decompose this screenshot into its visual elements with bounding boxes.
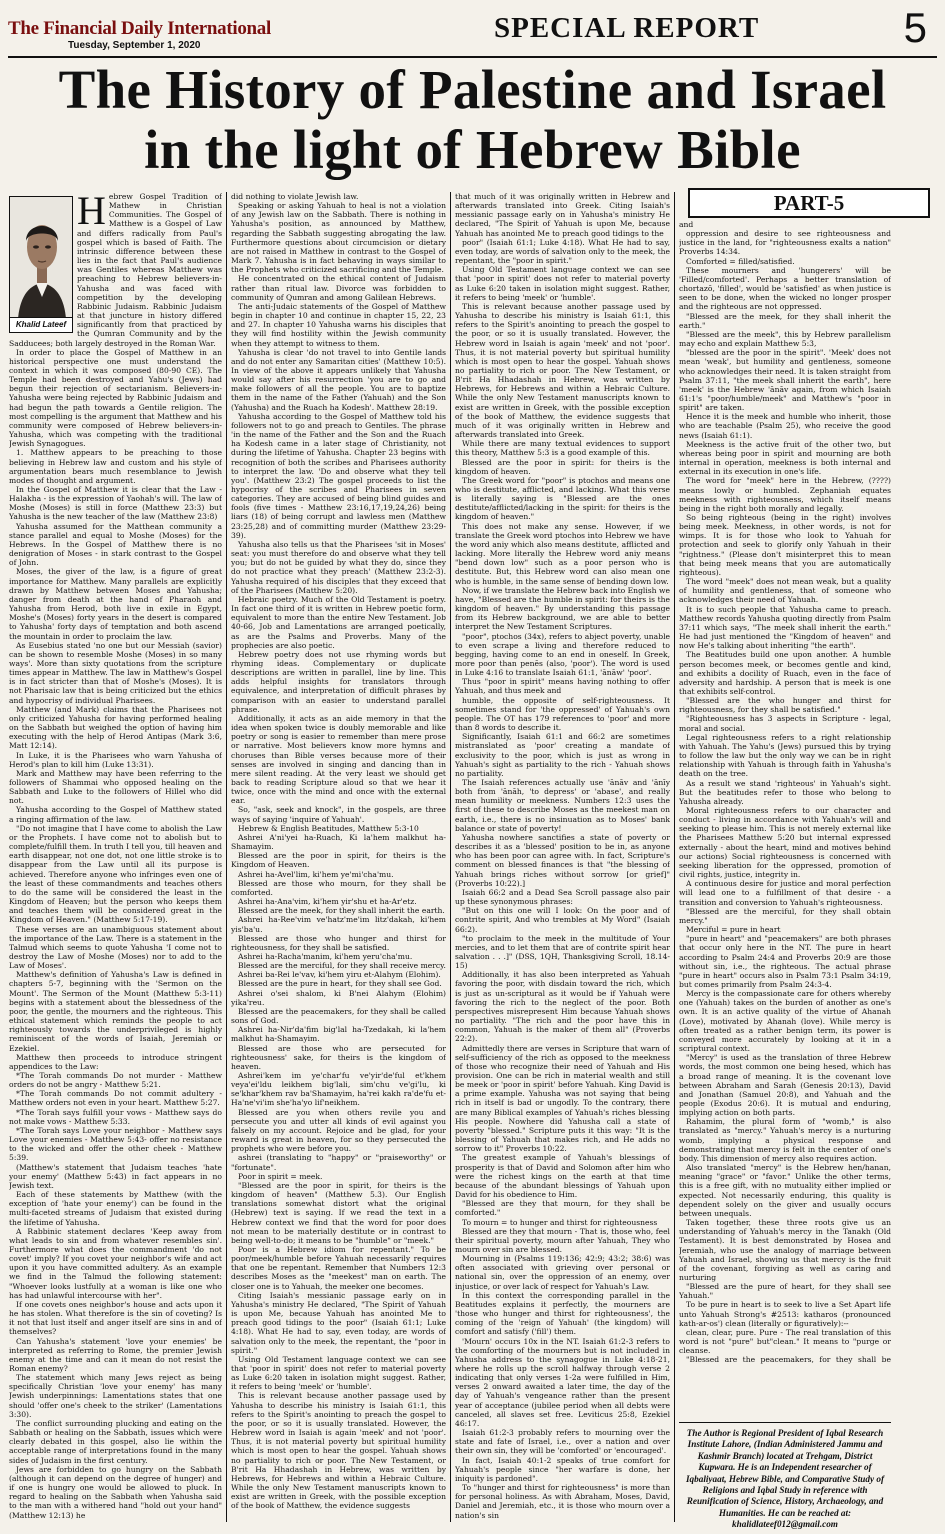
paragraph: Ashrei ha-Avel'lim, ki'hem ye'mi'cha'mu.	[238, 869, 394, 879]
paragraph: "Blessed are the who hunger and thirst for righteousness, for they shall be satisfied."	[679, 696, 891, 715]
paragraph: Also translated "mercy" is the Hebrew hen/hanan, meaning "grace" or "favor." Unlike the other terms, this is a free gift, with no mutuality either implied or expected. Not necessarily enduring, this quality is dependent solely on the giver and usually occurs between unequals.	[679, 1163, 891, 1218]
page-number: 5	[903, 4, 927, 51]
paragraph: This is relevant because another passage used by Yahusha to describe his ministry is Isaiah 61:1, this refers to the Spirit's anointing to preach the gospel to the poor, or so it is usually translated. However, the Hebrew word in Isaiah is again 'meek' and not 'poor'. Thus, it is not material poverty but spiritual humility which is most open to hear the gospel. Yahuah shows no partiality to rich or poor. The New Testament, or B'rit Ha Hhadashah in Hebrew, was written by Hebrews, for Hebrews and within a Hebraic Culture. While the only New Testament manuscripts known to exist are written in Greek, with the possible exception of the book of Matthew, the evidence suggests that much of it was originally written in Hebrew and afterwards translated into Greek.	[455, 301, 670, 440]
paragraph: This is relevant because another passage used by Yahusha to describe his ministry is Isaiah 61:1, this refers to the Spirit's anointing to preach the gospel to the poor, or so it is usually translated. However, the Hebrew word in Isaiah is again 'meek' and not 'poor'. Thus, it is not material poverty but spiritual humility which is most open to hear the gospel. Yahuah shows no partiality to rich or poor. The New Testament, or B'rit Ha Hhadashah in Hebrew, was written by Hebrews, for Hebrews and within a Hebraic Culture. While the only New Testament manuscripts known to exist are written in Greek, with the possible exception of the book of Matthew, the evidence suggests	[231, 1391, 446, 1511]
paragraph: Ashrei o'sei shalom, ki B'nei Alahym (Elohim) yika'reu.	[231, 988, 446, 1007]
column-divider	[226, 192, 227, 1522]
masthead	[8, 6, 937, 58]
paragraph: Hebrew & English Beatitudes, Matthew 5:3-10	[238, 823, 419, 833]
paragraph: Blessed are the meek, for they shall inherit the earth.	[238, 906, 445, 916]
paragraph: clean, clear, pure. Pure - The real translation of this word is not "pure" but"clean." It means to "purge or cleanse.	[679, 1327, 891, 1356]
paragraph: *The Torah commands Do not murder - Matthew orders do not be angry - Matthew 5:21.	[9, 1071, 222, 1090]
paragraph: Blessed are those who mourn, for they shall be comforted.	[231, 878, 446, 897]
paragraph: Ashrei ha-Nir'da'fim big'lal ha-Tzedakah, ki la'hem malkhut ha-Shamayim.	[231, 1025, 446, 1044]
paragraph: Using Old Testament language context we can see that 'poor in spirit' does not refer to material poverty as Luke 6:20 taken in isolation might suggest. Rather, it refers to being 'meek' or 'humble'.	[455, 265, 670, 302]
paragraph: Using Old Testament language context we can see that 'poor in spirit' does not refer to material poverty as Luke 6:20 taken in isolation might suggest. Rather, it refers to being 'meek' or 'humble'.	[231, 1354, 446, 1392]
paragraph: "Blessed are they that mourn, for they shall be comforted."	[455, 1199, 670, 1218]
paragraph: Can Yahusha's statement 'love your enemies' be interpreted as referring to Rome, the premier Jewish enemy at the time and can it mean do not resist the Roman enemy?	[9, 1336, 222, 1373]
paragraph: In Luke, it is the Pharisees who warn Yahusha of Herod's plan to kill him (Luke 13:31).	[9, 750, 222, 769]
paragraph: To mourn = to hunger and thirst for righteousness	[462, 1217, 658, 1227]
paragraph: "Blessed are the meek", this by Hebrew parallelism may echo and explain Matthew 5:3,	[679, 329, 891, 349]
paragraph: Hebrew poetry does not use rhyming words but rhyming ideas. Complementary or duplicate descriptions are written in parallel, line by line. This adds helpful insights for translators through equivalence, and interpretation of difficult phrases by comparison with an easier to understand parallel phrase.	[231, 649, 446, 714]
paragraph: Moral righteousness refers to our character and conduct - living in accordance with Yahuah's will and seeking to please him. This is not merely external like the Pharisees Matthew 5:20 but internal expressed externally - about the heart, mind and motives behind our actions) Social righteousness is concerned with seeking liberation for the oppressed, promotion of civil rights, justice, integrity in.	[679, 806, 891, 880]
paragraph: Blessed are the poor in spirit, for theirs is the Kingdom of Heaven.	[231, 851, 446, 870]
paragraph: "Do not imagine that I have come to abolish the Law or the Prophets. I have come not to abolish but to complete/fulfill them. In truth I tell you, till heaven and earth disappear, not one dot, not one little stroke is to disappear from the Law until all its purpose is achieved. Therefore anyone who infringes even one of the least of these commandments and teaches others to do the same will be considered the least in the Kingdom of Heaven; but the person who keeps them and teaches them will be considered great in the Kingdom of Heaven." (Matthew 5:17-19).	[9, 823, 222, 925]
paragraph: The greatest example of Yahuah's blessings of prosperity is that of David and Solomon after him who were the richest kings on the earth at that time because of the abundant blessings of Yahuah upon David for his obedience to Him.	[455, 1153, 670, 1200]
paragraph: poor" (Isaiah 61:1; Luke 4:18). What He had to say, even today, are words of salvation only to the meek, the repentant, the "poor in spirit."	[455, 237, 670, 266]
column-divider	[674, 192, 675, 1522]
paragraph: Poor in spirit = meek.	[238, 1171, 323, 1181]
paragraph: The Beatitudes build one upon another. A humble person becomes meek, or becomes gentle and kind, and exhibits a docility of Ruach, even in the face of adversity and hardship. A person that is meek is one that exhibits self-control.	[679, 650, 891, 696]
paragraph: "Blessed are the merciful, for they shall obtain mercy."	[679, 906, 891, 925]
paragraph: It is to such people that Yahusha came to preach. Matthew records Yahusha quoting directly from Psalm 37:11 which says, "The meek shall inherit the earth." He had just mentioned the "Kingdom of heaven" and now He's talking about inheriting "the earth".	[679, 604, 891, 651]
paragraph: "Blessed are the poor in spirit, for theirs is the kingdom of heaven" (Matthew 5.3). Our English translations somewhat distort what the original (Hebrew) text is saying. If we read the text in a Hebrew context we find that the word for poor does not mean to be materially destitute or in contrast to being well-to-do; it means to be "humble" or "meek."	[231, 1180, 446, 1245]
paragraph: and	[679, 220, 694, 229]
paragraph: *The Torah says fulfill your vows - Matthew says do not make vows - Matthew 5:33.	[9, 1107, 222, 1126]
paragraph: The anti-Judaic statements of the Gospel of Matthew begin in chapter 10 and continue in chapter 15, 22, 23 and 27. In chapter 10 Yahusha warns his disciples that they will find hostility within the Jewish community when they attempt to witness to them.	[231, 301, 446, 348]
author-name: Khalid Lateef	[9, 318, 73, 333]
paragraph: Yahusha according to the Gospel of Matthew told his followers not to go and preach to Gentiles. The phrase 'in the name of the Father and the Son and the Ruach ha Kodesh came in a later stage of Christianity, not during the lifetime of Yahusha. Chapter 23 begins with recognition of both the scribes and Pharisees authority to interpret the law. 'Do and observe what they tell you'. (Matthew 23:2) The gospel proceeds to list the hypocrisy of the scribes and Pharisees in seven categories. They are accused of being blind guides and fools (five times - Matthew 23:16,17,19,24,26) being liars (18) of being corrupt and lawless men (Matthew 23:25,28) and of committing murder (Matthew 23:29-39).	[231, 411, 446, 540]
paragraph: In fact, Isaiah 40:1-2 speaks of true comfort for Yahuah's people since "her warfare is done, her iniquity is pardoned".	[455, 1455, 670, 1483]
paragraph: Mark and Matthew may have been referring to the followers of Shammai who opposed healing on the Sabbath and Luke to the followers of Hillel who did not.	[9, 768, 222, 806]
headline-line-2: in the light of Hebrew Bible	[144, 119, 801, 180]
paragraph: The word "meek" does not mean weak, but a quality of humility and gentleness, that of someone who acknowledges their need of Yahuah.	[679, 577, 891, 605]
paragraph: Thus "poor in spirit" means having nothing to offer Yahuah, and thus meek and	[455, 677, 670, 696]
paragraph: Ashrei'kem im ye'char'fu ve'yir'de'ful et'khem veya'ei'ldu leikhem big'lali, sim'chu ve'gi'lu, ki se'khar'khem rav ba'Shamayim, ha'rei kakh ra'de'fu et-Ha'ne'vi'im she'ha'yo lif'neikhem.	[231, 1071, 446, 1108]
paragraph: In order to place the Gospel of Matthew in an historical perspective one must understand the context in which it was composed (80-90 CE). The Temple had been destroyed and Yahu's (Jews) had begun their rejection of sectarianism. Believers-in-Yahusha were being rejected by Rabbinic Judaism and had begun the path towards a Gentile religion. The most compelling is the argument that Matthew and his community were composed of Hebrew believers-in-Yahusha, which was competing with the traditional Jewish Synagogues.	[9, 347, 222, 449]
paragraph: Moses, the giver of the law, is a figure of great importance for Matthew. Many parallels are explicitly drawn by Matthew between Moses and Yahusha; danger from death at the hand of Pharaoh and Yahusha from Herod, both live in exile in Egypt, Moshe's (Moses) forty years in the desert is compared to Yahusha' forty days of temptation and both ascend the mountain in order to proclaim the law.	[9, 567, 222, 641]
paragraph: Rahamim, the plural form of "womb," is also translated as "mercy." Yahuah's mercy is a nurturing womb, implying a physical response and demonstrating that mercy is felt in the center of one's body. This dimension of mercy also requires action.	[679, 1117, 891, 1163]
paragraph: "blessed are the poor in the spirit". 'Meek' does not mean 'weak', but humility and gentleness, someone who acknowledges their need. It is taken straight from Psalm 37:11, "the meek shall inherit the earth", here 'meek' is the Hebrew 'ānāv again, from which Isaiah 61:1's "poor/humble/meek" and Matthew's "poor in spirit" are taken.	[679, 348, 891, 413]
paragraph: Ashrei ha-Ree'vim ve'hatz'me'im litz'dakah, ki'hem yis'ba'u.	[231, 915, 446, 934]
article-column-4	[679, 220, 891, 1365]
paragraph: Meekness is the active fruit of the other two, but whereas being poor in spirit and mourning are both internal in operation, meekness is both internal and external in its execution in one's life.	[679, 439, 891, 477]
paragraph: While there are many textual evidences to support this theory, Matthew 5:3 is a good example of this.	[455, 439, 670, 458]
section-title: SPECIAL REPORT	[494, 12, 760, 44]
paragraph: Ashrei A'ni'yei ha-Ruach, Ki la'hem malkhut ha-Shamayim.	[231, 832, 446, 852]
article-column-1	[9, 192, 222, 1522]
paragraph: "Blessed are the meek, for they shall inherit the earth."	[679, 311, 891, 330]
paragraph: Each of these statements by Matthew (with the exception of 'hate your enemy') can be found in the multi-faceted streams of Judaism that existed during the lifetime of Yahusha.	[9, 1190, 222, 1227]
paragraph: Significantly, Isaiah 61:1 and 66:2 are sometimes mistranslated as 'poor' creating a mandate of exclusivity to the poor, which is just as wrong in Yahuah's sight as partiality to the rich - Yahuah shows no partiality.	[455, 732, 670, 778]
column-divider	[450, 192, 451, 1522]
paragraph: Ashrei ba-Rei le'vav, ki'hem yiru et-Alahym (Elohim).	[238, 970, 441, 980]
paragraph: Additionally, it has also been interpreted as Yahuah favoring the poor, with disdain toward the rich, which is just as un-scriptural as it would be if Yahuah were favoring the rich to the neglect of the poor. Both perspectives misrepresent Him because Yahuah shows no partiality. "The rich and the poor have this in common, Yahuah is the maker of them all" (Proverbs 22:2).	[455, 970, 670, 1044]
paragraph: (Matthew's statement that Judaism teaches 'hate your enemy' (Matthew 5:43) in fact appears in no Jewish text.	[9, 1162, 222, 1190]
paragraph: Matthew (and Mark) claims that the Pharisees not only criticized Yahusha for having performed healing on the Sabbath but weighed the option of having him executing with the help of Herod Antipas (Mark 3:6, Matt 12:14).	[9, 704, 222, 751]
paragraph: Mourning in (Psalms 119:136; 42:9; 43:2; 38:6) was often associated with grieving over personal or national sin, over the oppression of an enemy, over injustice, or over lack of respect for Yahuah's Law.	[455, 1254, 670, 1291]
paragraph: ashrei (translating to "happy" or "praiseworthy" or "fortunate".	[231, 1153, 446, 1172]
paragraph: If one covets ones neighbor's house and acts upon it he has stolen. What therefore is the sin of coveting? Is it not that lust itself and anger itself are sins in and of themselves?	[9, 1299, 222, 1337]
paragraph: "Blessed are the peacemakers, for they shall be	[686, 1355, 891, 1365]
paragraph: "poor", ptochos (34x), refers to abject poverty, unable to even scrape a living and therefore reduced to begging, having come to an end in oneself. In Greek, more poor than penēs (also, 'poor'). The word is used in Luke 4:16 to translate Isaiah 61:1, 'ānāw' 'poor'.	[455, 631, 670, 678]
paragraph: Legal righteousness refers to a right relationship with Yahuah. The Yahu's (Jews) pursued this by trying to follow the law but the only way we can be in right relationship with Yahuah is through faith in Yahusha's death on the tree.	[679, 732, 891, 779]
paragraph: Blessed are the merciful, for they shall receive mercy.	[238, 961, 446, 971]
paragraph: Isaiah 61:2-3 probably refers to mourning over the state and fate of Israel, i.e., over a nation and over their own sin, they will be 'comforted' or 'encouraged'.	[455, 1428, 670, 1456]
paragraph: Matthew then proceeds to introduce stringent appendices to the Law:	[9, 1052, 222, 1071]
paragraph: Matthew's definition of Yahusha's Law is defined in chapters 5-7, beginning with the 'Sermon on the Mount'. The Sermon of the Mount (Matthew 5:3-11) begins with a statement about the blessedness of the poor, the gentle, the mourners and the righteous. This ethical statement which reminds the people to act righteously towards the underprivileged is highly reminiscent of the words of Isaiah, Jeremiah or Ezekiel.	[9, 970, 222, 1053]
paragraph: *The Torah says Love your neighbor - Matthew says Love your enemies - Matthew 5:43- offer no resistance to the wicked and offer the other cheek - Matthew 5:39.	[9, 1125, 222, 1163]
paragraph: Jews are forbidden to go hungry on the Sabbath (although it can depend on the degree of hunger) and if one is hungry one would be allowed to pluck. In regard to healing on the Sabbath when Yahusha said to the man with a withered hand "hold out your hand" (Matthew 12:13) he	[9, 1464, 222, 1520]
paragraph: A Rabbinic statement declares 'Keep away from what leads to sin and from whatever resembles sin'. Furthermore what does the commandment 'do not covet' imply? If you covet your neighbor's wife and act upon it you have committed adultery. As an example we find in the Talmud the following statement: "Whoever looks lustfully at a woman is like one who has had unlawful intercourse with her".	[9, 1226, 222, 1300]
paragraph: Comforted = filled/satisfied.	[686, 256, 795, 266]
paragraph: The Isaiah references actually use 'ānāv and 'ānīy both from 'ānāh, 'to depress' or 'abase', and really mean humility or meekness. Numbers 12:3 uses the first of these to describe Moses as the meekest man on earth, i.e., there is no insinuation as to Moses' bank balance or state of poverty!	[455, 778, 670, 833]
paragraph: *The Torah commands Do not commit adultery - Matthew orders not even in your heart. Matthew 5:27.	[9, 1089, 222, 1108]
paragraph: To "hunger and thirst for righteousness" is more than for personal holiness. As with Abraham, Moses, David, Daniel and Jeremiah, etc., it is those who mourn over a nation's sin	[455, 1483, 670, 1520]
paragraph: Admittedly there are verses in Scripture that warn of self-sufficiency of the rich as opposed to the meekness of those who recognize their need of Yahuah and His provision. One can be rich in material wealth and still be meek or 'poor in spirit' before Yahuah. King David is a prime example. Yahusha was not saying that being rich in itself is bad or ungodly. To the contrary, there are many Biblical examples of Yahuah's riches blessing His people. Nowhere did Yahusha call a state of poverty "blessed." Scripture puts it this way: "It is the blessing of Yahuah that makes rich, and He adds no sorrow to it" Proverbs 10:22.	[455, 1043, 670, 1154]
paragraph: "But on this one will I look: On the poor and of contrite spirit, And who trembles at My Word" (Isaiah 66:2).	[455, 906, 670, 934]
paragraph: 1. Matthew appears to be preaching to those believing in Hebrew law and custom and his style of argumentation bears much resemblance to Jewish modes of thought and argument.	[9, 448, 222, 485]
paragraph: Yahusha is clear 'do not travel to into Gentile lands and do not enter any Samaritan cities' (Matthew 10:5). In view of the above it appears unlikely that Yahusha would say after his resurrection 'you are to go and make followers of all the people. You are to baptize them in the name of the Father (Yahuah) and the Son (Yahusha) and the Ruach ha Kodesh'. Matthew 28:19.	[231, 347, 446, 412]
paragraph: A continuous desire for justice and moral perfection will lead one to a fulfillment of that desire - a transition and conversion to Yahuah's righteousness.	[679, 879, 891, 907]
paragraph: As Eusebius stated 'no one but our Messiah (savior) can be shown to resemble Moshe (Moses) in so many ways'. More than sixty quotations from the scripture times appear in Matthew. The law in Matthew's Gospel is in fact stricter than that of Moshe's (Moses). It is not Pharisaic law that is being criticized but the ethics and hypocrisy of individual Pharisees.	[9, 640, 222, 705]
author-bio: The Author is Regional President of Iqbal Research Institute Lahore, (Indian Administered Jammu and Kashmir Branch) located at Trehgam, District Kupwara. He is an Independent researcher of Iqbaliyaat, Hebrew Bible, and Comparative Study of Religions and Iqbal Study in reference with Reunification of Science, History, Archaeology, and Humanities. He can be reached at: khalidlateef012@gmail.com	[685, 1428, 885, 1530]
paragraph: oppression and desire to see righteousness and justice in the land, for "righteousness exalts a nation" Proverbs 14:34.	[679, 229, 891, 257]
paragraph: Hence it is the meek and humble who inherit, those who are teachable (Psalm 25), who receive the good news (Isaiah 61:1).	[679, 412, 891, 440]
paragraph: Merciful = pure in heart	[686, 925, 781, 935]
paragraph: The Greek word for "poor" is ptochos and means one who is destitute, afflicted, and lacking. What this verse is literally saying is "Blessed are the ones destitute/afflicted/lacking in the spirit: for theirs is the kingdom of heaven."	[455, 475, 670, 522]
paragraph: The statement which many Jews reject as being specifically Christian 'love your enemy' has many Jewish underpinnings: Lamentations states that one should 'offer one's cheek to the striker' (Lamentations 3:30).	[9, 1373, 222, 1419]
paragraph: Blessed are the poor in spirit: for theirs is the kingdom of heaven.	[455, 457, 670, 476]
paragraph: ebrew Gospel Tradition of Mathew in Christian Communities. The Gospel of Matthew is a Gospel of Law and differs radically from Paul's gospel which is based of Faith. The intrinsic difference between these lies in the fact that Paul's audience was Gentiles whereas Matthew was preaching to Hebrew believers-in-Yahusha and was faced with competition by the developing Rabbinic Judaism. Rabbinic Judaism at that juncture in history differed significantly from that practiced by the Qumran Community and by the Sadducees; both largely destroyed in the Roman War.	[9, 192, 222, 348]
paragraph: Blessed are they that mourn - That is, those who, feel their spiritual poverty, mourn after Yahuah, They who mourn over sin are blessed.	[455, 1226, 670, 1254]
paragraph: Blessed are those who are persecuted for righteousness' sake, for theirs is the kingdom of heaven.	[231, 1043, 446, 1071]
paragraph: "pure in heart" and "peacemakers" are both phrases that occur only here in the NT. The pure in heart according to Psalm 24:4 and Proverbs 20:9 are those without sin, i.e., the righteous. The actual phrase "pure in heart" occurs also in Psalm 73:1 Psalm 34:19, but comes primarily from Psalm 24:3-4.	[679, 934, 891, 989]
paragraph: The conflict surrounding plucking and eating on the Sabbath or healing on the Sabbath, issues which were clearly debated in this gospel, also lie within the acceptable range of interpretations found in the many sides of Judaism in the first century.	[9, 1418, 222, 1465]
paragraph: He concentrated on the ethical content of Judaism rather than ritual law. Divorce was forbidden to community of Qumran and among Galilean Hebrews.	[231, 274, 446, 302]
column-1-text	[9, 192, 222, 1520]
paragraph: "Blessed are the pure of heart, for they shall see Yahuah."	[679, 1282, 891, 1301]
paragraph: Blessed are those who hunger and thirst for righteousness, for they shall be satisfied.	[231, 933, 446, 952]
paragraph: "Righteousness has 3 aspects in Scripture - legal, moral and social.	[679, 714, 891, 733]
paragraph: humble, the opposite of self-righteousness. It sometimes stand for 'the oppressed' of Yahuah's own people. The OT has 179 references to 'poor' and more than 8 words to describe it.	[455, 695, 670, 733]
paragraph: Ashrei ha-Ana'vim, ki'hem yir'shu et ha-Ar'etz.	[238, 897, 417, 907]
issue-date: Tuesday, September 1, 2020	[68, 40, 201, 51]
paragraph: Citing Isaiah's messianic passage early on in Yahusha's ministry He declared, "The Spirit of Yahuah is upon Me, because Yahuah has anointed Me to preach good tidings to the poor" (Isaiah 61:1; Luke 4:18). What He had to say, even today, are words of salvation only to the meek, the repentant, the "poor in spirit."	[231, 1290, 446, 1355]
headline	[8, 60, 937, 180]
paragraph: Poor is a Hebrew idiom for repentant." To be poor/meek/humble before Yahuah necessarily requires that one be repentant. Remember that Numbers 12:3 describes Moses as the "meekest" man on earth. The closer one is to Yahuah, the meeker one becomes.	[231, 1244, 446, 1291]
bio-separator	[679, 1422, 891, 1423]
paragraph: Yahusha assumed for the Matthean community a stance parallel and equal to Moshe (Moses) for the Hebrews. In the Gospel of Matthew there is no denigration of Moses - in stark contrast to the Gospel of John.	[9, 521, 222, 568]
paragraph: Blessed are the pure in heart, for they shall see God.	[238, 979, 442, 989]
photo-wrap-space	[9, 192, 77, 333]
headline-line-1: The History of Palestine and Israel	[58, 59, 887, 120]
paragraph: Yahusha also tells us that the Pharisees 'sit in Moses' seat: you must therefore do and observe what they tell you; but do not be guided by what they do, since they do not practice what they preach' (Matthew 23:2-3). Yahusha required of his disciples that they exceed that of the Pharisees (Matthew 5:20).	[231, 539, 446, 595]
paragraph: Mercy is the compassionate care for others whereby one (Yahuah) takes on the burden of another as one's own. It is an active quality of the virtue of Ahanah (Love), motivated by Ahanah (love). While mercy is often treated as a rather benign term, its power is conveyed more accurately by looking at it in a scriptural context.	[679, 989, 891, 1054]
paragraph: "Mercy" is used as the translation of three Hebrew words, the most common one being hesed, which has a broad range of meaning. It is the covenant love between Abraham and Sarah (Genesis 20:13), David and Jonathan (Samuel 20:8), and Yahuah and the people (Exodus 20:6). It is mutual and enduring, implying action on both parts.	[679, 1053, 891, 1118]
paragraph: Ashrei ha-Racha'manim, ki'hem yeru'cha'mu.	[238, 951, 413, 961]
part-label: PART-5	[688, 188, 930, 218]
paragraph: Hebraic poetry. Much of the Old Testament is poetry. In fact one third of it is written in Hebrew poetic form, equivalent to more than the entire New Testament. Job 40-66, Job and Lamentations are arranged poetically, as are the Psalms and Proverbs. Many of the prophecies are also poetic.	[231, 594, 446, 650]
column-3-text	[455, 192, 670, 1520]
paragraph: Blessed are the peacemakers, for they shall be called sons of God.	[231, 1006, 446, 1026]
paragraph: did nothing to violate Jewish law.	[231, 192, 359, 201]
paragraph: Yahusha according to the Gospel of Matthew stated a ringing affirmation of the law.	[9, 805, 222, 824]
paragraph: Isaiah 66:2 and a Dead Sea Scroll passage also pair up these synonymous phrases:	[455, 887, 670, 907]
article-column-3	[455, 192, 670, 1522]
paragraph: Yahusha nowhere sanctifies a state of poverty or describes it as a 'blessed' position to be in, as anyone who has been poor can agree with. In fact, Scripture's comment on blessed finances is that "the blessing of Yahuah brings riches without sorrow [or grief]" (Proverbs 10:22).]	[455, 832, 670, 888]
article-column-2	[231, 192, 446, 1522]
paragraph: Now, if we translate the Hebrew back into English we have, "Blessed are the humble in spirit: for theirs is the kingdom of heaven." By understanding this passage from its Hebrew background, we are able to better interpret the New Testament Scriptures.	[455, 585, 670, 632]
paragraph: In the Gospel of Matthew it is clear that the Law - Halakha - is the expression of Yaohah's will. The law of Moshe (Moses) is still in force (Matthew 23:3) but Yahusha is the new teacher of the law (Matthew 23:8)	[9, 485, 222, 522]
paragraph: This does not make any sense. However, if we translate the Greek word ptochos into Hebrew we have the word aniy which also means destitute, afflicted and lacking. More literally the Hebrew word aniy means "bend down low" such as a poor person who is destitute. But, this Hebrew word can also mean one who is humble, in the same sense of bending down low.	[455, 521, 670, 586]
paragraph: As a result we stand 'righteous' in Yahuah's sight. But the beatitudes refer to those who belong to Yahusha already.	[679, 778, 891, 806]
paragraph: These verses are an unambiguous statement about the importance of the Law. There is a statement in the Talmud which seems to quote Yahusha 'I come not to destroy the Law of Moshe (Moses) nor to add to the Law of Moses'.	[9, 924, 222, 971]
paragraph: These mourners and 'hungerers' will be 'Filled/comforted'. Perhaps a better translation of chortazō, 'filled', would be 'satisfied' as when justice is seen to be done, when the wicked no longer prosper and the righteous are not oppressed.	[679, 265, 891, 312]
paragraph: Blessed are you when others revile you and persecute you and utter all kinds of evil against you falsely on my account. Rejoice and be glad, for your reward is great in heaven, for so they persecuted the prophets who were before you.	[231, 1107, 446, 1154]
paragraph: So, "ask, seek and knock", in the gospels, are three ways of saying 'inquire of Yahuah'.	[231, 805, 446, 824]
paragraph: In this context the corresponding parallel in the Beatitudes explains it perfectly, the mourners are 'those who hunger and thirst for righteousness', the coming of the 'reign of Yahuah' (the kingdom) will comfort and satisfy ('fill') them.	[455, 1290, 670, 1337]
drop-cap: H	[77, 192, 106, 233]
paragraph: Speaking or asking Yahuah to heal is not a violation of any Jewish law on the Sabbath. There is nothing in Yahusha's position, as announced by Matthew, regarding the Sabbath suggesting abrogating the law. Furthermore questions about circumcision or dietary are not raised in Matthew in contrast to the Gospel of Mark 7. Yahusha is in fact behaving in ways similar to the Prophets who criticized sacrificing and the Temple.	[231, 201, 446, 275]
column-2-text	[231, 192, 446, 1511]
paragraph: So being righteous (being in the right) involves being meek. Meekness, in other words, is not for wimps. It is for those who look to Yahuah for protection and seek to glorify only Yahuah in their "rightness." (Please don't misinterpret this to mean that being meek means that you are automatically righteous).	[679, 513, 891, 577]
paragraph: Taken together, these three roots give us an understanding of Yahuah's mercy in the Tanakh (Old Testament). It is best demonstrated by Hosea and Jeremiah, who use the analogy of marriage between Yahuah and Israel, showing us that mercy is the fruit of the covenant, forgiving as well as caring and nurturing	[679, 1218, 891, 1282]
paragraph: 'Mourn' occurs 10x in the NT. Isaiah 61:2-3 refers to the comforting of the mourners but is not included in Yahusha address to the synagogue in Luke 4:18-21, where he rolls up the scroll halfway through verse 2 indicating that only verses 1-2a were fulfilled in Him, verses 2 onward awaited a later time, the day of the day of Yahuah's vengeance rather than the present year of acceptance (jubilee period when all debts were canceled, all slaves set free. Leviticus 25:8, Ezekiel 46:17.	[455, 1336, 670, 1428]
paragraph: The word for "meek" here in the Hebrew, (????) means lowly or humbled. Zephaniah equates meekness with righteousness, which itself means being in the right both morally and legally.	[679, 476, 891, 513]
newspaper-name: The Financial Daily International	[8, 18, 271, 39]
column-4-text	[679, 220, 891, 1365]
paragraph: Additionally, it acts as an aide memory in that the idea when spoken twice is doubly memorable and like poetry or song is easier to remember than mere prose or narrative. Most believers know more hymns and choruses than Bible verses because more of their senses are involved in singing and dancing than in mere silent reading. At the very least we should get back to reading Scripture aloud so that we hear it twice, once with the mind and once with the external ear.	[231, 713, 446, 806]
paragraph: "to proclaim to the meek in the multitude of Your mercies, and to let them that are of contrite spirit hear salvation . . .]" (DSS, 1QH, Thanksgiving Scroll, 18.14-15)	[455, 933, 670, 971]
paragraph: To be pure in heart is to seek to live a Set Apart life unto Yahuah Strong's #2513: katharos (pronounced kath-ar-os') clean (literally or figuratively):--	[679, 1300, 891, 1328]
paragraph: that much of it was originally written in Hebrew and afterwards translated into Greek. Citing Isaiah's messianic passage early on in Yahusha's ministry He declared, "The Spirit of Yahuah is upon Me, because Yahuah has anointed Me to preach good tidings to the	[455, 192, 670, 238]
